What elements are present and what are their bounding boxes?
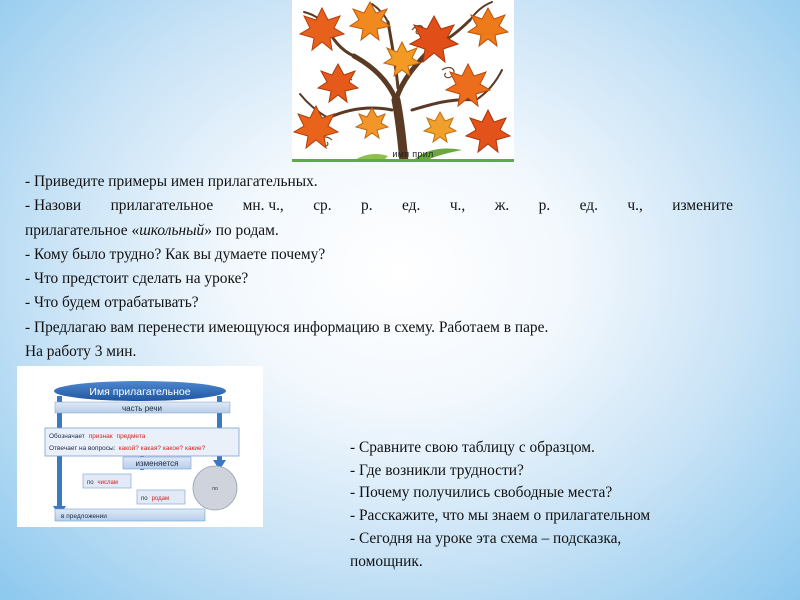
- answers-label: Отвечает на вопросы:: [49, 445, 116, 452]
- part-of-speech-label: часть речи: [122, 404, 162, 413]
- reflection-questions: [350, 437, 770, 573]
- reflection-line-3: - Почему получились свободные места?: [350, 484, 613, 502]
- instruction-line-4: - Кому было трудно? Как вы думаете почему?: [25, 245, 326, 263]
- answers-line: [49, 444, 206, 452]
- scheme-diagram: [17, 366, 263, 527]
- instruction-line-3: [25, 219, 733, 243]
- line3-italic-word: школьный: [139, 221, 205, 239]
- line2-word: - Назови: [25, 197, 82, 215]
- reflection-line-1: - Сравните свою таблицу с образцом.: [350, 439, 595, 456]
- instruction-line-1: - Приведите примеры имен прилагательных.: [25, 173, 318, 190]
- reflection-line-2: - Где возникли трудности?: [350, 461, 524, 479]
- line2-word: р.: [538, 197, 551, 215]
- line2-word: прилагательное: [110, 197, 214, 215]
- by-genders-label: [141, 496, 169, 502]
- line2-word: ср.: [313, 197, 332, 215]
- instruction-line-7: - Предлагаю вам перенести имеющуюся информацию в схему. Работаем в паре.: [25, 318, 549, 336]
- answers-questions: какой? какая? какое? какие?: [118, 445, 206, 452]
- instruction-line-6: - Что будем отрабатывать?: [25, 294, 199, 312]
- instruction-line-2: [25, 194, 733, 218]
- line2-word: ч.,: [627, 197, 643, 215]
- line3-start: прилагательное «: [25, 221, 140, 239]
- line2-word: ч.,: [449, 197, 466, 215]
- by-genders-red: родам: [151, 496, 170, 502]
- denotes-red-1: признак: [88, 433, 113, 440]
- line3-end: » по родам.: [204, 221, 279, 239]
- picture-caption: имя прил: [392, 149, 434, 159]
- by-numbers-label: [87, 480, 118, 486]
- tree-illustration: [292, 0, 514, 162]
- line2-word: мн. ч.,: [242, 197, 284, 215]
- reflection-line-6: помощник.: [350, 552, 423, 570]
- by-numbers-red: числам: [97, 480, 118, 486]
- cases-oval-label: по: [212, 486, 218, 492]
- line2-word: ед.: [579, 197, 598, 215]
- reflection-line-4: - Расскажите, что мы знаем о прилагательном: [350, 507, 651, 525]
- line2-word: р.: [361, 197, 373, 215]
- by-numbers-prefix: по: [87, 480, 94, 486]
- in-sentence-label: в предложении: [61, 513, 107, 520]
- picture-underline: [292, 159, 514, 162]
- reflection-line-5: - Сегодня на уроке эта схема – подсказка,: [350, 529, 622, 547]
- denotes-line: [49, 432, 146, 440]
- line2-word: ед.: [402, 197, 421, 215]
- adjective-scheme: [17, 366, 263, 527]
- denotes-label: Обозначает: [49, 433, 85, 440]
- line2-word: ж.: [494, 197, 510, 215]
- line2-word: измените: [672, 197, 733, 215]
- denotes-red-2: предмета: [116, 433, 146, 440]
- autumn-tree-picture: [292, 0, 514, 162]
- scheme-title: Имя прилагательное: [89, 386, 191, 398]
- changes-label: изменяется: [135, 459, 179, 468]
- instruction-line-5: - Что предстоит сделать на уроке?: [25, 270, 249, 288]
- by-genders-prefix: по: [141, 496, 148, 502]
- instruction-line-8: На работу 3 мин.: [25, 343, 137, 361]
- instructions-text: [25, 170, 733, 364]
